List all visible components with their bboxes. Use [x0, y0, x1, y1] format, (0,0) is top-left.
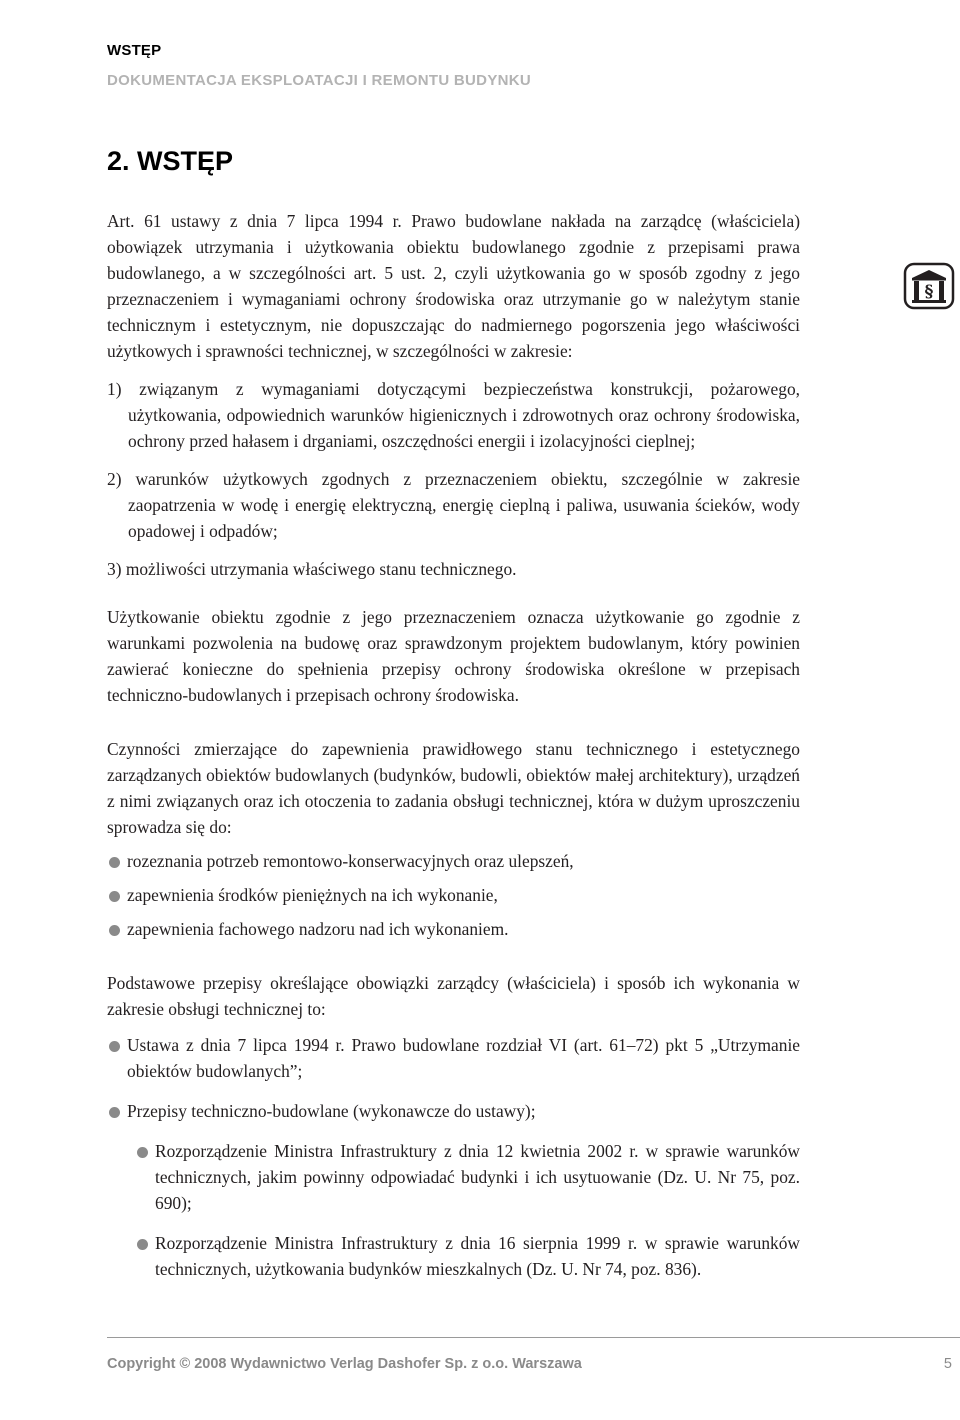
list-item: zapewnienia środków pieniężnych na ich wykonanie,	[107, 882, 800, 908]
page-number: 5	[943, 1356, 952, 1372]
list-item: Rozporządzenie Ministra Infrastruktury z dnia 16 sierpnia 1999 r. w sprawie warunków technicznych, użytkowania budynków mieszkalnych (Dz. U. Nr 74, poz. 836).	[107, 1230, 800, 1282]
bullet-icon	[109, 1041, 120, 1052]
tasks-list	[107, 848, 800, 942]
page-title: 2. WSTĘP	[107, 146, 234, 176]
regulations-paragraph: Podstawowe przepisy określające obowiązki zarządcy (właściciela) i sposób ich wykonania w zakresie obsługi technicznej to:	[107, 973, 800, 1019]
list-item: 2) warunków użytkowych zgodnych z przeznaczeniem obiektu, szczególnie w zakresie zaopatrzenia w wodę i energię elektryczną, energię cieplną i paliwa, usuwania ścieków, wody opadowej i odpadów;	[107, 469, 800, 541]
list-item: Rozporządzenie Ministra Infrastruktury z dnia 12 kwietnia 2002 r. w sprawie warunków technicznych, jakim powinny odpowiadać budynki i ich usytuowanie (Dz. U. Nr 75, poz. 690);	[107, 1138, 800, 1216]
maintenance-paragraph: Czynności zmierzające do zapewnienia prawidłowego stanu technicznego i estetycznego zarządzanych obiektów budowlanych (budynków, budowli, obiektów małej architektury), urządzeń z nimi związanych oraz ich otoczenia to zadania obsługi technicznej, która w dużym uproszczeniu sprowadza się do:	[107, 739, 800, 837]
list-item: 1) związanym z wymaganiami dotyczącymi bezpieczeństwa konstrukcji, pożarowego, użytkowania, odpowiednich warunków higienicznych i zdrowotnych oraz ochrony środowiska, ochrony przed hałasem i drganiami, oszczędności energii i izolacyjności cieplnej;	[107, 379, 800, 451]
document-body	[107, 208, 800, 1282]
footer-divider	[107, 1337, 960, 1338]
law-paragraph-icon	[903, 262, 955, 310]
bullet-icon	[109, 891, 120, 902]
regulations-list	[107, 1032, 800, 1124]
usage-paragraph: Użytkowanie obiektu zgodnie z jego przeznaczeniem oznacza użytkowanie go zgodnie z warunkami pozwolenia na budowę oraz sprawdzonym projektem budowlanym, który powinien zawierać konieczne do spełnienia przepisy ochrony środowiska określone w przepisach techniczno-budowlanych i przepisach ochrony środowiska.	[107, 607, 800, 705]
bullet-icon	[109, 925, 120, 936]
scope-list	[107, 376, 800, 582]
list-item: rozeznania potrzeb remontowo-konserwacyjnych oraz ulepszeń,	[107, 848, 800, 874]
bullet-icon	[137, 1239, 148, 1250]
running-header-section: WSTĘP	[107, 42, 162, 59]
svg-text:§: §	[924, 282, 934, 302]
list-item: Przepisy techniczno-budowlane (wykonawcze do ustawy);	[107, 1098, 800, 1124]
bullet-icon	[137, 1147, 148, 1158]
bullet-icon	[109, 1107, 120, 1118]
list-item: zapewnienia fachowego nadzoru nad ich wykonaniem.	[107, 916, 800, 942]
sub-regulations-list	[107, 1138, 800, 1282]
running-header-publication: DOKUMENTACJA EKSPLOATACJI I REMONTU BUDYNKU	[107, 72, 532, 89]
bullet-icon	[109, 857, 120, 868]
intro-paragraph: Art. 61 ustawy z dnia 7 lipca 1994 r. Prawo budowlane nakłada na zarządcę (właściciela) obowiązek utrzymania i użytkowania obiektu budowlanego zgodnie z przepisami prawa budowlanego, a w szczególności art. 5 ust. 2, czyli użytkowania go w sposób zgodny z jego przeznaczeniem i wymaganiami ochrony środowiska oraz utrzymanie go w należytym stanie technicznym i estetycznym, nie dopuszczając do nadmiernego pogorszenia jego właściwości użytkowych i sprawności technicznej, w szczególności w zakresie:	[107, 211, 800, 361]
list-item: 3) możliwości utrzymania właściwego stanu technicznego.	[107, 559, 517, 579]
footer-copyright: Copyright © 2008 Wydawnictwo Verlag Dashofer Sp. z o.o. Warszawa	[107, 1356, 582, 1372]
list-item: Ustawa z dnia 7 lipca 1994 r. Prawo budowlane rozdział VI (art. 61–72) pkt 5 „Utrzymanie obiektów budowlanych”;	[107, 1032, 800, 1084]
